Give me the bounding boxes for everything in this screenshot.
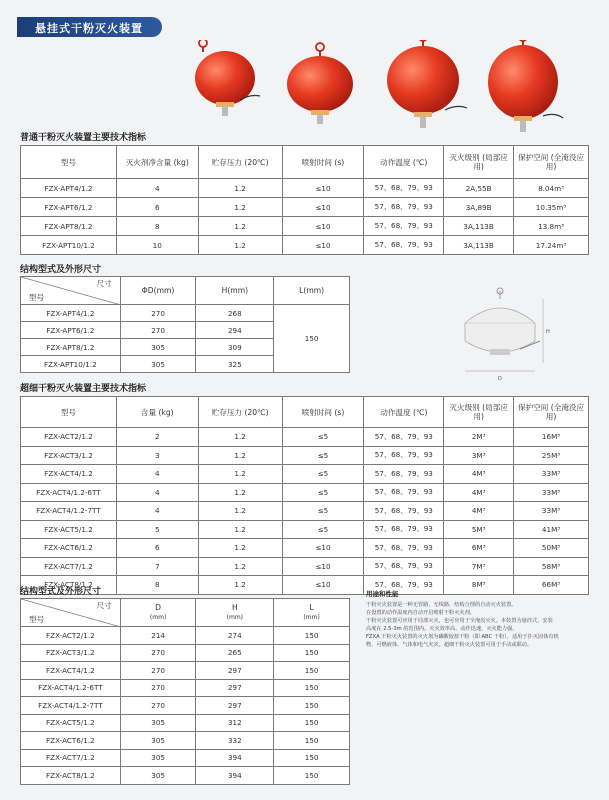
value-cell: ≤5 — [282, 446, 364, 465]
table-row — [21, 198, 589, 217]
value-cell: 1.2 — [198, 465, 282, 484]
extinguisher-1-icon — [195, 40, 260, 116]
value-cell: 10.35m³ — [514, 198, 589, 217]
table-row — [21, 465, 589, 484]
model-cell: FZX-APT8/1.2 — [21, 339, 121, 356]
table4-header — [274, 599, 350, 627]
table-normal-specs — [20, 145, 589, 255]
value-cell: 25M³ — [514, 446, 589, 465]
value-cell: 1.2 — [198, 576, 282, 595]
header-main: H — [231, 603, 238, 612]
value-cell: 297 — [196, 697, 274, 715]
d-label: D — [498, 376, 502, 382]
value-cell: 57、68、79、93 — [364, 179, 444, 198]
extinguisher-4-icon — [488, 40, 563, 132]
value-cell: 3A,89B — [444, 198, 514, 217]
d-cell: 270 — [120, 322, 196, 339]
model-cell: FZX-ACT3/1.2 — [21, 446, 117, 465]
value-cell: 4 — [116, 502, 198, 521]
corner-bottom-label: 型号 — [29, 615, 45, 624]
table-row — [21, 662, 350, 680]
value-cell: 4 — [116, 179, 198, 198]
value-cell: ≤5 — [282, 502, 364, 521]
model-cell: FZX-APT4/1.2 — [21, 179, 117, 198]
value-cell: ≤10 — [282, 576, 364, 595]
value-cell: 3M³ — [444, 446, 514, 465]
page-title: 悬挂式干粉灭火装置 — [35, 22, 143, 35]
value-cell: 1.2 — [198, 428, 282, 447]
table-row — [21, 502, 589, 521]
product-photos — [190, 40, 570, 140]
value-cell: 274 — [196, 627, 274, 645]
table1-header: 动作温度 (℃) — [364, 146, 444, 179]
table-row — [21, 749, 350, 767]
value-cell: 13.8m³ — [514, 217, 589, 236]
value-cell: 4M³ — [444, 465, 514, 484]
value-cell: 33M³ — [514, 502, 589, 521]
table3-header: 含量 (kg) — [116, 397, 198, 428]
value-cell: 66M³ — [514, 576, 589, 595]
value-cell: 58M³ — [514, 557, 589, 576]
value-cell: ≤5 — [282, 483, 364, 502]
value-cell: 332 — [196, 732, 274, 750]
table2-header: H(mm) — [196, 277, 274, 305]
usage-line: 在设置的动作温度内自动开启喷射干粉灭火剂。 — [366, 610, 475, 616]
table1-header: 保护空间 (全淹没应用) — [514, 146, 589, 179]
d-cell: 270 — [120, 305, 196, 322]
value-cell: 57、68、79、93 — [364, 576, 444, 595]
table3-header: 动作温度 (℃) — [364, 397, 444, 428]
value-cell: 150 — [274, 749, 350, 767]
value-cell: 394 — [196, 767, 274, 785]
value-cell: 1.2 — [198, 179, 282, 198]
value-cell: 1.2 — [198, 557, 282, 576]
value-cell: 1.2 — [198, 502, 282, 521]
model-cell: FZX-ACT4/1.2-7TT — [21, 697, 121, 715]
extinguisher-3-icon — [387, 40, 467, 128]
h-label: H — [546, 329, 550, 335]
value-cell: 1.2 — [198, 483, 282, 502]
table3-header-row — [21, 397, 589, 428]
value-cell: ≤5 — [282, 465, 364, 484]
model-cell: FZX-ACT2/1.2 — [21, 627, 121, 645]
value-cell: 150 — [274, 714, 350, 732]
value-cell: 8.04m³ — [514, 179, 589, 198]
value-cell: 8 — [116, 576, 198, 595]
model-cell: FZX-ACT3/1.2 — [21, 644, 121, 662]
value-cell: 214 — [120, 627, 196, 645]
value-cell: 57、68、79、93 — [364, 465, 444, 484]
table-row — [21, 627, 350, 645]
table4-title: 结构型式及外形尺寸 — [20, 587, 102, 597]
table2-header: ΦD(mm) — [120, 277, 196, 305]
model-cell: FZX-ACT6/1.2 — [21, 539, 117, 558]
value-cell: 305 — [120, 767, 196, 785]
table2-header-row — [21, 277, 350, 305]
value-cell: 305 — [120, 732, 196, 750]
table3-header: 型号 — [21, 397, 117, 428]
model-cell: FZX-APT10/1.2 — [21, 236, 117, 255]
value-cell: ≤5 — [282, 520, 364, 539]
model-cell: FZX-ACT4/1.2-6TT — [21, 679, 121, 697]
table4-header — [196, 599, 274, 627]
model-cell: FZX-ACT2/1.2 — [21, 428, 117, 447]
value-cell: 312 — [196, 714, 274, 732]
value-cell: 57、68、79、93 — [364, 446, 444, 465]
table-row — [21, 217, 589, 236]
model-cell: FZX-ACT4/1.2-6TT — [21, 483, 117, 502]
table1-header-row — [21, 146, 589, 179]
value-cell: 8 — [116, 217, 198, 236]
model-cell: FZX-ACT5/1.2 — [21, 520, 117, 539]
value-cell: 57、68、79、93 — [364, 483, 444, 502]
value-cell: 150 — [274, 767, 350, 785]
value-cell: 7M³ — [444, 557, 514, 576]
table3-header: 贮存压力 (20℃) — [198, 397, 282, 428]
table-row — [21, 483, 589, 502]
value-cell: 150 — [274, 732, 350, 750]
usage-line: FZXA 干粉灭火装置的灭火剂为磷酸铵盐干粉（即 ABC 干粉），适用于扑灭固体有机 — [366, 634, 559, 640]
value-cell: 33M³ — [514, 465, 589, 484]
table-row — [21, 644, 350, 662]
value-cell: 1.2 — [198, 198, 282, 217]
table3-title: 超细干粉灭火装置主要技术指标 — [20, 384, 147, 394]
table-row — [21, 539, 589, 558]
value-cell: 57、68、79、93 — [364, 502, 444, 521]
value-cell: ≤10 — [282, 217, 364, 236]
value-cell: 50M³ — [514, 539, 589, 558]
value-cell: ≤10 — [282, 198, 364, 217]
table4-corner-header — [21, 599, 121, 627]
table1-header: 喷射时间 (s) — [282, 146, 364, 179]
corner-bottom-label: 型号 — [29, 293, 45, 302]
value-cell: 305 — [120, 714, 196, 732]
table2-title: 结构型式及外形尺寸 — [20, 265, 102, 275]
d-cell: 305 — [120, 356, 196, 373]
value-cell: 2A,55B — [444, 179, 514, 198]
value-cell: 150 — [274, 627, 350, 645]
table-row — [21, 446, 589, 465]
table-row — [21, 236, 589, 255]
model-cell: FZX-ACT6/1.2 — [21, 732, 121, 750]
value-cell: 297 — [196, 662, 274, 680]
value-cell: 57、68、79、93 — [364, 428, 444, 447]
value-cell: ≤10 — [282, 539, 364, 558]
model-cell: FZX-APT4/1.2 — [21, 305, 121, 322]
value-cell: 2 — [116, 428, 198, 447]
table1-header: 灭火剂净含量 (kg) — [116, 146, 198, 179]
value-cell: 16M³ — [514, 428, 589, 447]
table-row — [21, 732, 350, 750]
l-cell: 150 — [274, 305, 350, 373]
h-cell: 309 — [196, 339, 274, 356]
value-cell: 5 — [116, 520, 198, 539]
extinguisher-2-icon — [287, 43, 353, 124]
table-row — [21, 557, 589, 576]
value-cell: 57、68、79、93 — [364, 557, 444, 576]
table-row — [21, 767, 350, 785]
table3-header: 灭火级别 (局部应用) — [444, 397, 514, 428]
model-cell: FZX-ACT8/1.2 — [21, 767, 121, 785]
header-main: D — [155, 603, 162, 612]
value-cell: 8M³ — [444, 576, 514, 595]
value-cell: 57、68、79、93 — [364, 539, 444, 558]
table-row — [21, 714, 350, 732]
value-cell: 1.2 — [198, 217, 282, 236]
table-row — [21, 305, 350, 322]
value-cell: 1.2 — [198, 520, 282, 539]
value-cell: 6M³ — [444, 539, 514, 558]
value-cell: 394 — [196, 749, 274, 767]
table4-header — [120, 599, 196, 627]
dimension-diagram — [445, 283, 565, 383]
value-cell: ≤10 — [282, 557, 364, 576]
model-cell: FZX-APT6/1.2 — [21, 322, 121, 339]
value-cell: 57、68、79、93 — [364, 520, 444, 539]
model-cell: FZX-APT8/1.2 — [21, 217, 117, 236]
value-cell: 3A,113B — [444, 217, 514, 236]
corner-top-label: 尺寸 — [96, 601, 112, 610]
value-cell: 6 — [116, 539, 198, 558]
table4-header-row — [21, 599, 350, 627]
table1-header: 贮存压力 (20℃) — [198, 146, 282, 179]
table-ultrafine-dimensions — [20, 598, 350, 785]
value-cell: 1.2 — [198, 446, 282, 465]
value-cell: 3A,113B — [444, 236, 514, 255]
header-unit: (mm) — [303, 614, 320, 621]
table3-header: 喷射时间 (s) — [282, 397, 364, 428]
value-cell: 270 — [120, 662, 196, 680]
table3-header: 保护空间 (全淹没应用) — [514, 397, 589, 428]
value-cell: 1.2 — [198, 539, 282, 558]
value-cell: 305 — [120, 749, 196, 767]
value-cell: 57、68、79、93 — [364, 217, 444, 236]
usage-line: 物、可燃液体、气体和电气火灾。超细干粉灭火装置可用于手动或联动。 — [366, 642, 533, 648]
model-cell: FZX-APT6/1.2 — [21, 198, 117, 217]
d-cell: 305 — [120, 339, 196, 356]
value-cell: 297 — [196, 679, 274, 697]
value-cell: 6 — [116, 198, 198, 217]
value-cell: 7 — [116, 557, 198, 576]
value-cell: 41M³ — [514, 520, 589, 539]
model-cell: FZX-ACT7/1.2 — [21, 557, 117, 576]
model-cell: FZX-APT10/1.2 — [21, 356, 121, 373]
h-cell: 325 — [196, 356, 274, 373]
header-unit: (mm) — [226, 614, 244, 621]
table-row — [21, 428, 589, 447]
value-cell: 5M³ — [444, 520, 514, 539]
table2-header: L(mm) — [274, 277, 350, 305]
value-cell: 2M³ — [444, 428, 514, 447]
value-cell: ≤10 — [282, 179, 364, 198]
value-cell: 4M³ — [444, 483, 514, 502]
value-cell: 150 — [274, 679, 350, 697]
value-cell: 4 — [116, 483, 198, 502]
table1-header: 灭火级别 (局部应用) — [444, 146, 514, 179]
value-cell: 4 — [116, 465, 198, 484]
value-cell: ≤10 — [282, 236, 364, 255]
usage-line: 高度在 2.5-3m 的范围内。灭火效率高，动作迅速，灭火能力强。 — [366, 626, 518, 632]
usage-line: 干粉灭火装置可应用于局部灭火，也可应用于全淹没灭火。本装置为悬挂式，安装 — [366, 618, 553, 624]
value-cell: 10 — [116, 236, 198, 255]
model-cell: FZX-ACT7/1.2 — [21, 749, 121, 767]
usage-line: 干粉灭火装置是一种无管路、无线路、结构合理的自动灭火装置。 — [366, 602, 517, 608]
value-cell: 4M³ — [444, 502, 514, 521]
value-cell: 270 — [120, 679, 196, 697]
extinguisher-illustrations — [190, 40, 570, 140]
table-ultrafine-specs — [20, 396, 589, 595]
h-cell: 268 — [196, 305, 274, 322]
value-cell: 1.2 — [198, 236, 282, 255]
value-cell: 3 — [116, 446, 198, 465]
model-cell: FZX-ACT4/1.2 — [21, 662, 121, 680]
usage-description — [366, 590, 596, 649]
corner-top-label: 尺寸 — [96, 279, 112, 288]
table2-corner-header — [21, 277, 121, 305]
usage-heading: 用途和性能 — [366, 590, 399, 598]
model-cell: FZX-ACT4/1.2 — [21, 465, 117, 484]
h-cell: 294 — [196, 322, 274, 339]
value-cell: 270 — [120, 697, 196, 715]
value-cell: 57、68、79、93 — [364, 198, 444, 217]
value-cell: 150 — [274, 662, 350, 680]
table-row — [21, 679, 350, 697]
value-cell: 33M³ — [514, 483, 589, 502]
value-cell: 150 — [274, 697, 350, 715]
model-cell: FZX-ACT8/1.2 — [21, 576, 117, 595]
table-normal-dimensions — [20, 276, 350, 373]
model-cell: FZX-ACT5/1.2 — [21, 714, 121, 732]
table-row — [21, 179, 589, 198]
value-cell: 57、68、79、93 — [364, 236, 444, 255]
title-banner — [17, 17, 162, 37]
value-cell: 17.24m³ — [514, 236, 589, 255]
value-cell: 265 — [196, 644, 274, 662]
model-cell: FZX-ACT4/1.2-7TT — [21, 502, 117, 521]
table1-title: 普通干粉灭火装置主要技术指标 — [20, 133, 147, 143]
table1-header: 型号 — [21, 146, 117, 179]
table-row — [21, 520, 589, 539]
extinguisher-outline-icon — [445, 283, 565, 383]
value-cell: 270 — [120, 644, 196, 662]
header-main: L — [309, 603, 314, 612]
table-row — [21, 697, 350, 715]
value-cell: ≤5 — [282, 428, 364, 447]
header-unit: (mm) — [149, 614, 167, 621]
value-cell: 150 — [274, 644, 350, 662]
